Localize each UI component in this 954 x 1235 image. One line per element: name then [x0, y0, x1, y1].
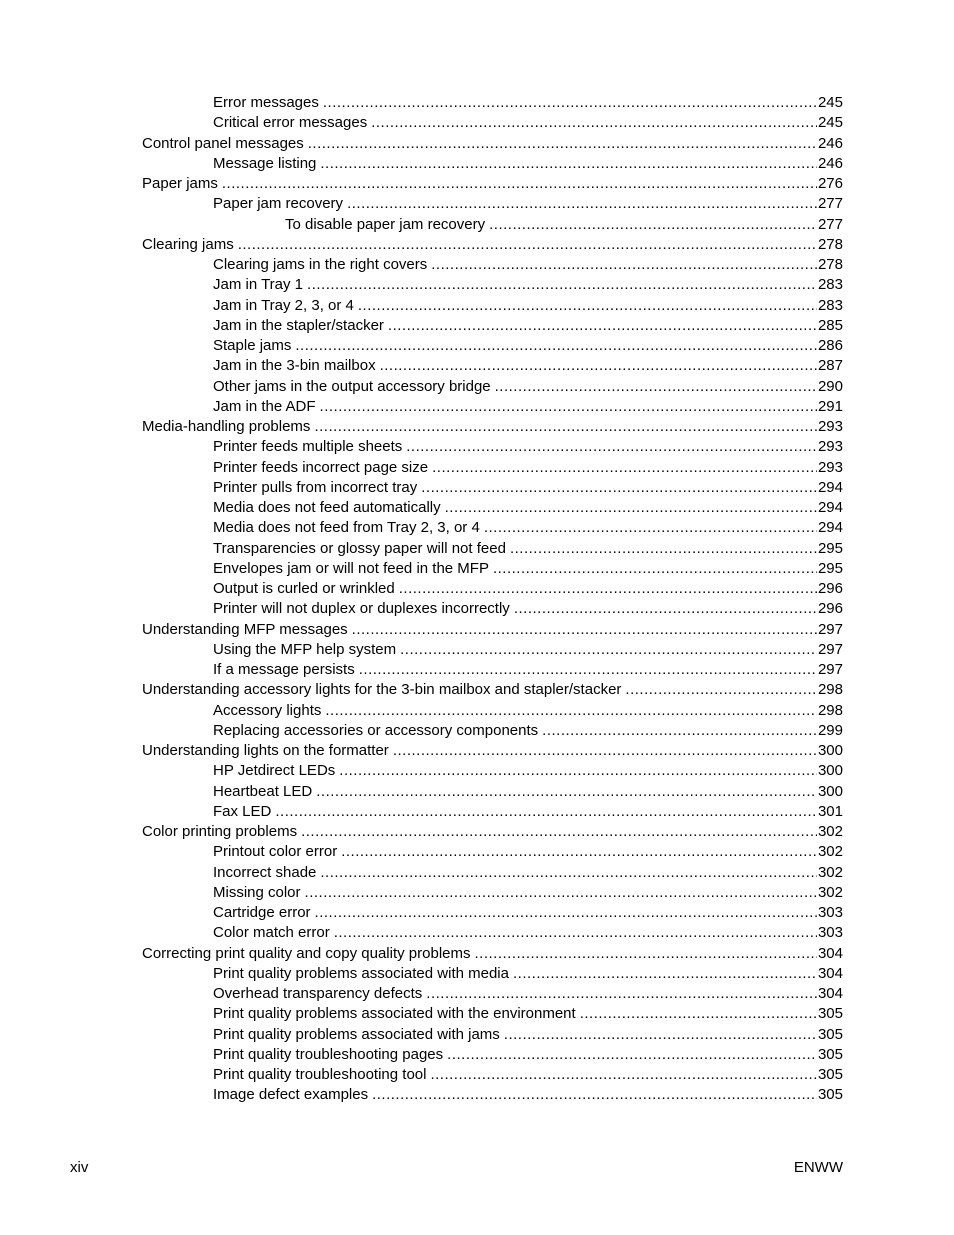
toc-entry[interactable] — [0, 620, 954, 640]
toc-entry[interactable] — [0, 923, 954, 943]
toc-entry-page: 293 — [817, 458, 843, 476]
toc-entry-title: Jam in Tray 1 — [213, 276, 304, 294]
dot-leader — [426, 984, 817, 1004]
footer-doc-code: ENWW — [793, 1159, 843, 1176]
toc-entry[interactable] — [0, 964, 954, 984]
toc-entry[interactable] — [0, 377, 954, 397]
toc-entry-page: 301 — [817, 802, 843, 820]
toc-entry-title: Incorrect shade — [213, 863, 317, 881]
dot-leader — [352, 620, 817, 640]
toc-entry-page: 294 — [817, 519, 843, 537]
toc-entry[interactable] — [0, 518, 954, 538]
toc-entry-title: Understanding lights on the formatter — [142, 742, 389, 759]
toc-entry[interactable] — [0, 478, 954, 498]
toc-entry[interactable] — [0, 1004, 954, 1024]
toc-entry-page: 303 — [817, 924, 843, 942]
toc-entry-page: 283 — [817, 296, 843, 314]
toc-entry-title: Correcting print quality and copy quality problems — [142, 944, 471, 962]
toc-entry-title: If a message persists — [213, 661, 355, 678]
toc-entry-title: Transparencies or glossy paper will not feed — [213, 539, 506, 557]
toc-entry-page: 290 — [817, 377, 843, 395]
toc-entry-title: HP Jetdirect LEDs — [213, 762, 336, 780]
dot-leader — [625, 680, 817, 700]
toc-entry-page: 287 — [817, 357, 843, 375]
dot-leader — [399, 579, 817, 599]
toc-entry-page: 305 — [817, 1005, 843, 1023]
dot-leader — [305, 883, 817, 903]
toc-entry-page: 304 — [817, 964, 843, 982]
dot-leader — [388, 316, 817, 336]
toc-entry-page: 302 — [817, 843, 843, 861]
dot-leader — [315, 903, 817, 923]
toc-entry-page: 300 — [817, 742, 843, 759]
toc-entry-title: Print quality troubleshooting pages — [213, 1045, 444, 1063]
toc-entry-page: 295 — [817, 539, 843, 557]
toc-entry-title: Control panel messages — [142, 134, 304, 152]
toc-entry[interactable] — [0, 296, 954, 316]
dot-leader — [325, 701, 817, 721]
toc-entry-page: 298 — [817, 681, 843, 699]
toc-entry-page: 246 — [817, 154, 843, 172]
dot-leader — [514, 599, 817, 619]
dot-leader — [320, 154, 817, 174]
toc-entry[interactable] — [0, 215, 954, 235]
toc-entry-page: 294 — [817, 499, 843, 516]
dot-leader — [238, 235, 817, 255]
toc-entry-page: 297 — [817, 661, 843, 678]
toc-entry-page: 299 — [817, 721, 843, 739]
toc-entry[interactable] — [0, 822, 954, 842]
dot-leader — [371, 113, 817, 133]
toc-entry[interactable] — [0, 539, 954, 559]
toc-entry-title: Staple jams — [213, 337, 292, 354]
toc-entry-page: 277 — [817, 195, 843, 213]
toc-entry-page: 291 — [817, 397, 843, 415]
dot-leader — [406, 437, 817, 457]
toc-entry-page: 283 — [817, 276, 843, 294]
dot-leader — [347, 194, 817, 214]
toc-entry[interactable] — [0, 599, 954, 619]
dot-leader — [222, 174, 817, 194]
dot-leader — [301, 822, 817, 842]
toc-entry-title: Other jams in the output accessory bridge — [213, 377, 491, 395]
toc-entry-title: Understanding MFP messages — [142, 620, 348, 638]
toc-entry-title: Clearing jams — [142, 235, 234, 253]
dot-leader — [421, 478, 817, 498]
dot-leader — [542, 721, 817, 741]
toc-entry-title: Overhead transparency defects — [213, 985, 423, 1002]
toc-entry-page: 246 — [817, 134, 843, 152]
toc-entry-page: 285 — [817, 316, 843, 334]
dot-leader — [510, 539, 817, 559]
toc-entry-title: Print quality troubleshooting tool — [213, 1066, 427, 1083]
dot-leader — [307, 275, 817, 295]
toc-entry[interactable] — [0, 802, 954, 822]
toc-entry-title: Clearing jams in the right covers — [213, 256, 428, 273]
toc-entry-title: To disable paper jam recovery — [285, 215, 486, 233]
toc-entry-title: Cartridge error — [213, 904, 311, 921]
toc-entry[interactable] — [0, 194, 954, 214]
toc-entry-title: Print quality problems associated with jams — [213, 1025, 500, 1043]
toc-entry-title: Envelopes jam or will not feed in the MFP — [213, 559, 489, 577]
dot-leader — [323, 93, 817, 113]
toc-entry-title: Jam in the ADF — [213, 397, 316, 415]
toc-entry[interactable] — [0, 275, 954, 295]
dot-leader — [513, 964, 817, 984]
dot-leader — [316, 782, 817, 802]
toc-entry[interactable] — [0, 134, 954, 154]
toc-entry[interactable] — [0, 579, 954, 599]
dot-leader — [400, 640, 817, 660]
toc-entry-page: 278 — [817, 235, 843, 253]
toc-entry[interactable] — [0, 356, 954, 376]
toc-entry-page: 277 — [817, 215, 843, 233]
dot-leader — [314, 417, 817, 437]
footer-page-number: xiv — [70, 1159, 89, 1176]
toc-entry-title: Printer feeds multiple sheets — [213, 438, 403, 456]
dot-leader — [475, 944, 817, 964]
toc-entry-page: 295 — [817, 559, 843, 577]
toc-entry-page: 303 — [817, 904, 843, 921]
toc-entry-title: Using the MFP help system — [213, 640, 397, 658]
dot-leader — [495, 377, 817, 397]
toc-entry[interactable] — [0, 660, 954, 680]
dot-leader — [341, 842, 817, 862]
toc-entry[interactable] — [0, 559, 954, 579]
toc-entry[interactable] — [0, 316, 954, 336]
dot-leader — [372, 1085, 817, 1105]
toc-entry[interactable] — [0, 701, 954, 721]
toc-entry-title: Media does not feed from Tray 2, 3, or 4 — [213, 519, 480, 537]
dot-leader — [334, 923, 817, 943]
toc-entry-page: 297 — [817, 620, 843, 638]
toc-entry[interactable] — [0, 903, 954, 923]
toc-entry[interactable] — [0, 154, 954, 174]
toc-entry-page: 300 — [817, 762, 843, 780]
toc-entry-title: Paper jam recovery — [213, 195, 344, 213]
dot-leader — [320, 397, 817, 417]
toc-entry-title: Understanding accessory lights for the 3-bin mailbox and stapler/stacker — [142, 681, 622, 699]
toc-entry-title: Printer will not duplex or duplexes incorrectly — [213, 600, 510, 618]
toc-entry-page: 305 — [817, 1025, 843, 1043]
toc-entry-title: Color printing problems — [142, 823, 298, 840]
dot-leader — [432, 458, 817, 478]
toc-entry-page: 245 — [817, 114, 843, 132]
toc-entry-title: Media-handling problems — [142, 418, 311, 435]
toc-entry-title: Heartbeat LED — [213, 782, 313, 800]
toc-entry-title: Error messages — [213, 94, 319, 111]
dot-leader — [380, 356, 817, 376]
toc-entry[interactable] — [0, 680, 954, 700]
toc-entry-page: 302 — [817, 823, 843, 840]
toc-entry-page: 294 — [817, 478, 843, 496]
toc-entry-title: Fax LED — [213, 802, 272, 820]
toc-entry[interactable] — [0, 984, 954, 1004]
toc-entry[interactable] — [0, 336, 954, 356]
toc-entry[interactable] — [0, 93, 954, 113]
toc-entry[interactable] — [0, 255, 954, 275]
toc-entry-page: 296 — [817, 600, 843, 618]
toc-entry-page: 300 — [817, 782, 843, 800]
dot-leader — [339, 761, 817, 781]
toc-entry[interactable] — [0, 741, 954, 761]
toc-entry-page: 305 — [817, 1086, 843, 1104]
toc-entry-page: 296 — [817, 580, 843, 597]
toc-entry-page: 297 — [817, 640, 843, 658]
toc-entry[interactable] — [0, 842, 954, 862]
toc-entry-page: 293 — [817, 418, 843, 435]
toc-entry-title: Printout color error — [213, 843, 338, 861]
toc-entry-title: Color match error — [213, 924, 330, 942]
toc-entry[interactable] — [0, 397, 954, 417]
toc-entry-page: 298 — [817, 701, 843, 719]
toc-entry-page: 276 — [817, 175, 843, 192]
dot-leader — [445, 498, 817, 518]
dot-leader — [295, 336, 817, 356]
dot-leader — [504, 1025, 817, 1045]
toc-entry[interactable] — [0, 782, 954, 802]
toc-entry[interactable] — [0, 1025, 954, 1045]
toc-entry[interactable] — [0, 417, 954, 437]
dot-leader — [358, 296, 817, 316]
dot-leader — [489, 215, 817, 235]
toc-entry-page: 305 — [817, 1045, 843, 1063]
toc-entry-title: Printer feeds incorrect page size — [213, 458, 429, 476]
toc-entry-title: Critical error messages — [213, 114, 368, 132]
dot-leader — [484, 518, 817, 538]
toc-entry[interactable] — [0, 721, 954, 741]
toc-entry-title: Accessory lights — [213, 701, 322, 719]
toc-entry[interactable] — [0, 235, 954, 255]
toc-entry[interactable] — [0, 113, 954, 133]
toc-entry[interactable] — [0, 437, 954, 457]
toc-entry[interactable] — [0, 761, 954, 781]
dot-leader — [320, 863, 817, 883]
toc-entry-page: 304 — [817, 944, 843, 962]
toc-entry-title: Printer pulls from incorrect tray — [213, 478, 418, 496]
toc-entry[interactable] — [0, 1085, 954, 1105]
dot-leader — [447, 1045, 817, 1065]
dot-leader — [431, 255, 817, 275]
toc-entry-page: 305 — [817, 1066, 843, 1083]
toc-entry[interactable] — [0, 883, 954, 903]
toc-entry[interactable] — [0, 1045, 954, 1065]
toc-entry-title: Jam in Tray 2, 3, or 4 — [213, 296, 354, 314]
toc-entry-title: Message listing — [213, 154, 317, 172]
toc-entry[interactable] — [0, 863, 954, 883]
toc-entry-page: 245 — [817, 94, 843, 111]
toc-entry[interactable] — [0, 1065, 954, 1085]
dot-leader — [580, 1004, 817, 1024]
toc-entry[interactable] — [0, 458, 954, 478]
toc-entry-page: 286 — [817, 337, 843, 354]
dot-leader — [308, 134, 817, 154]
toc-entry-title: Missing color — [213, 883, 301, 901]
toc-entry-title: Replacing accessories or accessory components — [213, 721, 539, 739]
toc-entry-title: Jam in the stapler/stacker — [213, 316, 384, 334]
table-of-contents — [0, 93, 954, 1106]
toc-entry-title: Paper jams — [142, 175, 218, 192]
toc-entry[interactable] — [0, 498, 954, 518]
toc-entry[interactable] — [0, 944, 954, 964]
dot-leader — [430, 1065, 817, 1085]
toc-entry-page: 278 — [817, 256, 843, 273]
toc-entry[interactable] — [0, 640, 954, 660]
dot-leader — [393, 741, 817, 761]
dot-leader — [275, 802, 817, 822]
toc-entry-title: Image defect examples — [213, 1086, 369, 1104]
dot-leader — [359, 660, 817, 680]
toc-entry-page: 293 — [817, 438, 843, 456]
toc-entry-title: Jam in the 3-bin mailbox — [213, 357, 376, 375]
dot-leader — [493, 559, 817, 579]
toc-entry-page: 302 — [817, 883, 843, 901]
toc-entry-page: 302 — [817, 863, 843, 881]
toc-entry-title: Print quality problems associated with media — [213, 964, 509, 982]
toc-entry-title: Media does not feed automatically — [213, 499, 441, 516]
toc-entry-title: Print quality problems associated with the environment — [213, 1005, 576, 1023]
toc-entry-page: 304 — [817, 985, 843, 1002]
toc-entry-title: Output is curled or wrinkled — [213, 580, 395, 597]
toc-entry[interactable] — [0, 174, 954, 194]
